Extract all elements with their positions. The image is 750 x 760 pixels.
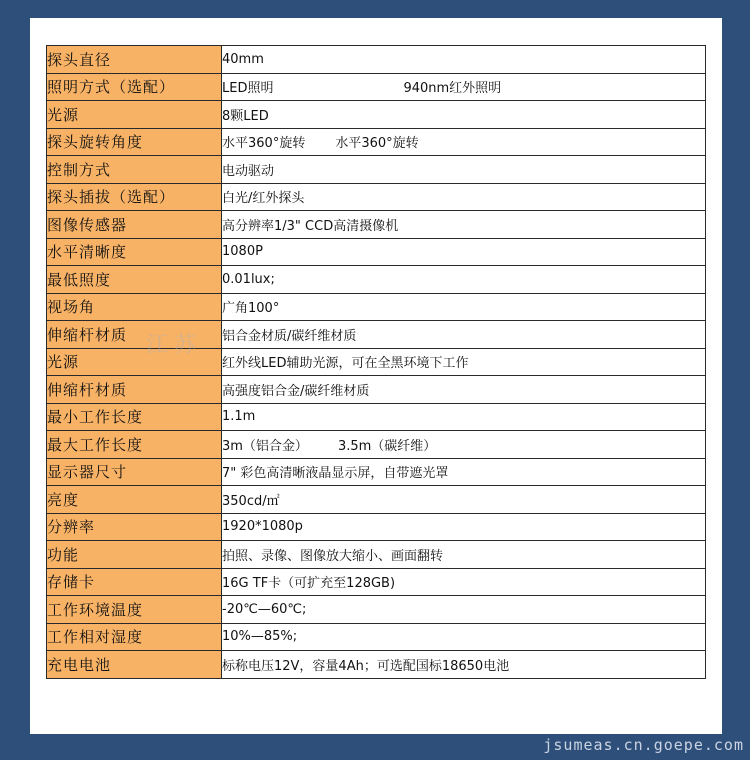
row-value: 广角100° — [222, 293, 706, 321]
table-row — [47, 403, 706, 431]
table-row — [47, 73, 706, 101]
row-value: 白光/红外探头 — [222, 183, 706, 211]
table-row — [47, 651, 706, 679]
row-label: 探头旋转角度 — [47, 128, 222, 156]
row-value: 0.01lux; — [222, 266, 706, 294]
row-label: 控制方式 — [47, 156, 222, 184]
table-row — [47, 458, 706, 486]
row-label: 光源 — [47, 348, 222, 376]
row-value: 电动驱动 — [222, 156, 706, 184]
row-value: 红外线LED辅助光源，可在全黑环境下工作 — [222, 348, 706, 376]
table-row — [47, 623, 706, 651]
row-value: 拍照、录像、图像放大缩小、画面翻转 — [222, 541, 706, 569]
watermark-text: 江苏 — [146, 333, 203, 358]
row-label: 视场角 — [47, 293, 222, 321]
row-label: 分辨率 — [47, 513, 222, 541]
row-label: 充电电池 — [47, 651, 222, 679]
table-row — [47, 486, 706, 514]
row-value: -20℃—60℃; — [222, 596, 706, 624]
table-row — [47, 156, 706, 184]
table-row — [47, 293, 706, 321]
row-label: 伸缩杆材质 — [47, 376, 222, 404]
spec-panel — [30, 18, 722, 734]
row-value: 水平360°旋转 水平360°旋转 — [222, 128, 706, 156]
spec-table — [46, 45, 706, 679]
row-value: LED照明 940nm红外照明 — [222, 73, 706, 101]
table-row — [47, 431, 706, 459]
table-row — [47, 238, 706, 266]
table-row — [47, 513, 706, 541]
table-row — [47, 376, 706, 404]
row-label: 探头插拔（选配） — [47, 183, 222, 211]
table-row — [47, 348, 706, 376]
table-row — [47, 211, 706, 239]
row-label: 水平清晰度 — [47, 238, 222, 266]
row-label: 照明方式（选配） — [47, 73, 222, 101]
row-label: 工作环境温度 — [47, 596, 222, 624]
row-value: 铝合金材质/碳纤维材质 — [222, 321, 706, 349]
row-value: 3m（铝合金） 3.5m（碳纤维） — [222, 431, 706, 459]
table-row — [47, 46, 706, 74]
table-row — [47, 101, 706, 129]
table-row — [47, 541, 706, 569]
row-value: 350cd/㎡ — [222, 486, 706, 514]
row-value: 1920*1080p — [222, 513, 706, 541]
row-label: 最小工作长度 — [47, 403, 222, 431]
row-value: 40mm — [222, 46, 706, 74]
table-row — [47, 568, 706, 596]
row-value: 7" 彩色高清晰液晶显示屏，自带遮光罩 — [222, 458, 706, 486]
row-label: 工作相对湿度 — [47, 623, 222, 651]
row-label: 存储卡 — [47, 568, 222, 596]
site-url: jsumeas.cn.goepe.com — [543, 736, 744, 754]
row-value: 1.1m — [222, 403, 706, 431]
row-label: 伸缩杆材质 — [47, 321, 222, 349]
row-label: 功能 — [47, 541, 222, 569]
table-row — [47, 128, 706, 156]
row-label: 图像传感器 — [47, 211, 222, 239]
row-label: 最大工作长度 — [47, 431, 222, 459]
row-value: 8颗LED — [222, 101, 706, 129]
row-label: 最低照度 — [47, 266, 222, 294]
table-row — [47, 266, 706, 294]
row-label: 显示器尺寸 — [47, 458, 222, 486]
row-label: 亮度 — [47, 486, 222, 514]
row-value: 标称电压12V，容量4Ah；可选配国标18650电池 — [222, 651, 706, 679]
row-value: 高分辨率1/3" CCD高清摄像机 — [222, 211, 706, 239]
row-value: 高强度铝合金/碳纤维材质 — [222, 376, 706, 404]
table-row — [47, 596, 706, 624]
table-row — [47, 183, 706, 211]
row-value: 16G TF卡（可扩充至128GB) — [222, 568, 706, 596]
row-label: 光源 — [47, 101, 222, 129]
table-row — [47, 321, 706, 349]
row-value: 10%—85%; — [222, 623, 706, 651]
row-value: 1080P — [222, 238, 706, 266]
row-label: 探头直径 — [47, 46, 222, 74]
